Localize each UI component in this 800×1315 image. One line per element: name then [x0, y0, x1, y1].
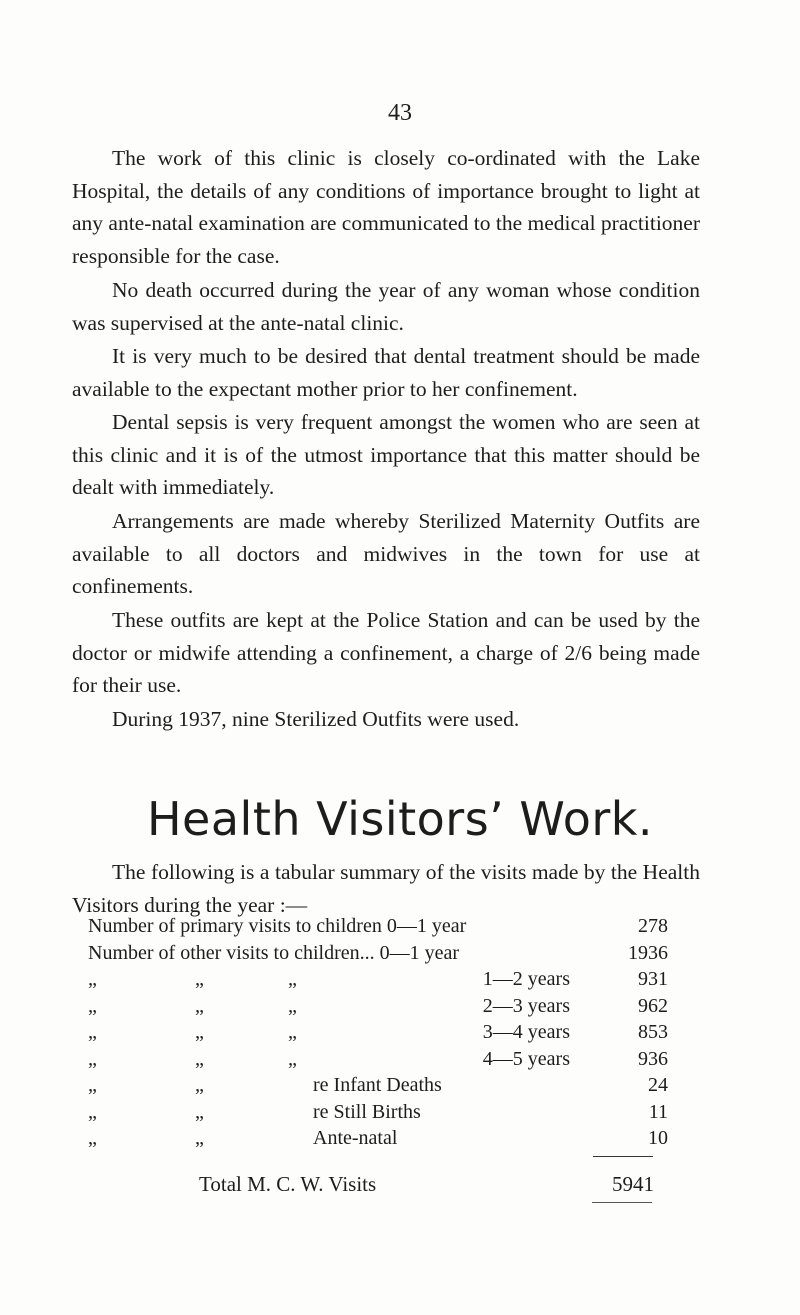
table-row: [88, 1101, 668, 1128]
row-value: 11: [648, 1100, 668, 1123]
row-range: 2—3 years: [482, 994, 570, 1017]
visits-table: [88, 915, 668, 1154]
row-value: 1936: [628, 941, 668, 964]
row-label: Number of other visits to children... 0—1 year: [88, 941, 460, 964]
row-value: 853: [638, 1021, 668, 1043]
paragraph-police-station: These outfits are kept at the Police Station and can be used by the doctor or midwife attending a confinement, a charge of 2/6 being made for their use.: [72, 608, 700, 697]
row-value: 24: [648, 1074, 668, 1096]
ditto-mark: „: [195, 1021, 204, 1043]
row-value: 962: [638, 994, 668, 1017]
row-value: 931: [638, 968, 668, 990]
ditto-mark: „: [288, 1021, 297, 1043]
row-description: re Infant Deaths: [313, 1074, 442, 1096]
ditto-mark: „: [288, 968, 297, 990]
section-heading: Health Visitors’ Work.: [146, 792, 654, 846]
table-row: [88, 1021, 668, 1048]
ditto-mark: „: [88, 968, 97, 990]
table-row: [88, 995, 668, 1022]
ditto-mark: „: [195, 968, 204, 990]
ditto-mark: „: [288, 1047, 297, 1070]
table-row: [88, 942, 668, 969]
table-row: [88, 1074, 668, 1101]
row-value: 278: [638, 915, 668, 937]
row-range: 1—2 years: [482, 968, 570, 990]
row-description: Ante-natal: [313, 1127, 398, 1149]
total-value: 5941: [612, 1172, 654, 1196]
ditto-mark: „: [195, 994, 204, 1017]
ditto-mark: „: [88, 1127, 97, 1149]
ditto-mark: „: [88, 994, 97, 1017]
paragraph-dental-treatment: It is very much to be desired that dental treatment should be made available to the expectant mother prior to her confinement.: [72, 344, 700, 401]
ditto-mark: „: [195, 1100, 204, 1123]
page-number: 43: [388, 100, 412, 126]
ditto-mark: „: [88, 1074, 97, 1096]
paragraph-coordination: The work of this clinic is closely co-ordinated with the Lake Hospital, the details of any conditions of importance brought to light at any ante-natal examination are communicated to the medical practitioner responsible for the case.: [72, 146, 701, 268]
row-range: 4—5 years: [482, 1047, 570, 1070]
total-label: Total M. C. W. Visits: [199, 1172, 377, 1196]
paragraph-intro: The following is a tabular summary of the visits made by the Health Visitors during the year :—: [72, 860, 700, 917]
table-row: [88, 1127, 668, 1154]
row-value: 10: [648, 1127, 668, 1149]
row-description: re Still Births: [313, 1100, 421, 1123]
ditto-mark: „: [88, 1021, 97, 1043]
table-row: [88, 915, 668, 942]
total-underline: [592, 1202, 652, 1203]
ditto-mark: „: [88, 1047, 97, 1070]
row-range: 3—4 years: [482, 1021, 570, 1043]
total-divider: [593, 1156, 653, 1157]
table-row: [88, 968, 668, 995]
paragraph-no-death: No death occurred during the year of any woman whose condition was supervised at the ante-natal clinic.: [72, 278, 700, 335]
paragraph-outfits-used: During 1937, nine Sterilized Outfits were used.: [112, 707, 520, 731]
ditto-mark: „: [88, 1100, 97, 1123]
ditto-mark: „: [195, 1047, 204, 1070]
row-value: 936: [638, 1047, 668, 1070]
ditto-mark: „: [288, 994, 297, 1017]
ditto-mark: „: [195, 1074, 204, 1096]
paragraph-sterilized-outfits: Arrangements are made whereby Sterilized Maternity Outfits are available to all doctors and midwives in the town for use at confinements.: [72, 509, 700, 598]
paragraph-dental-sepsis: Dental sepsis is very frequent amongst the women who are seen at this clinic and it is of the utmost importance that this matter should be dealt with immediately.: [72, 410, 700, 499]
row-label: Number of primary visits to children 0—1 year: [88, 915, 467, 937]
ditto-mark: „: [195, 1127, 204, 1149]
table-row: [88, 1048, 668, 1075]
